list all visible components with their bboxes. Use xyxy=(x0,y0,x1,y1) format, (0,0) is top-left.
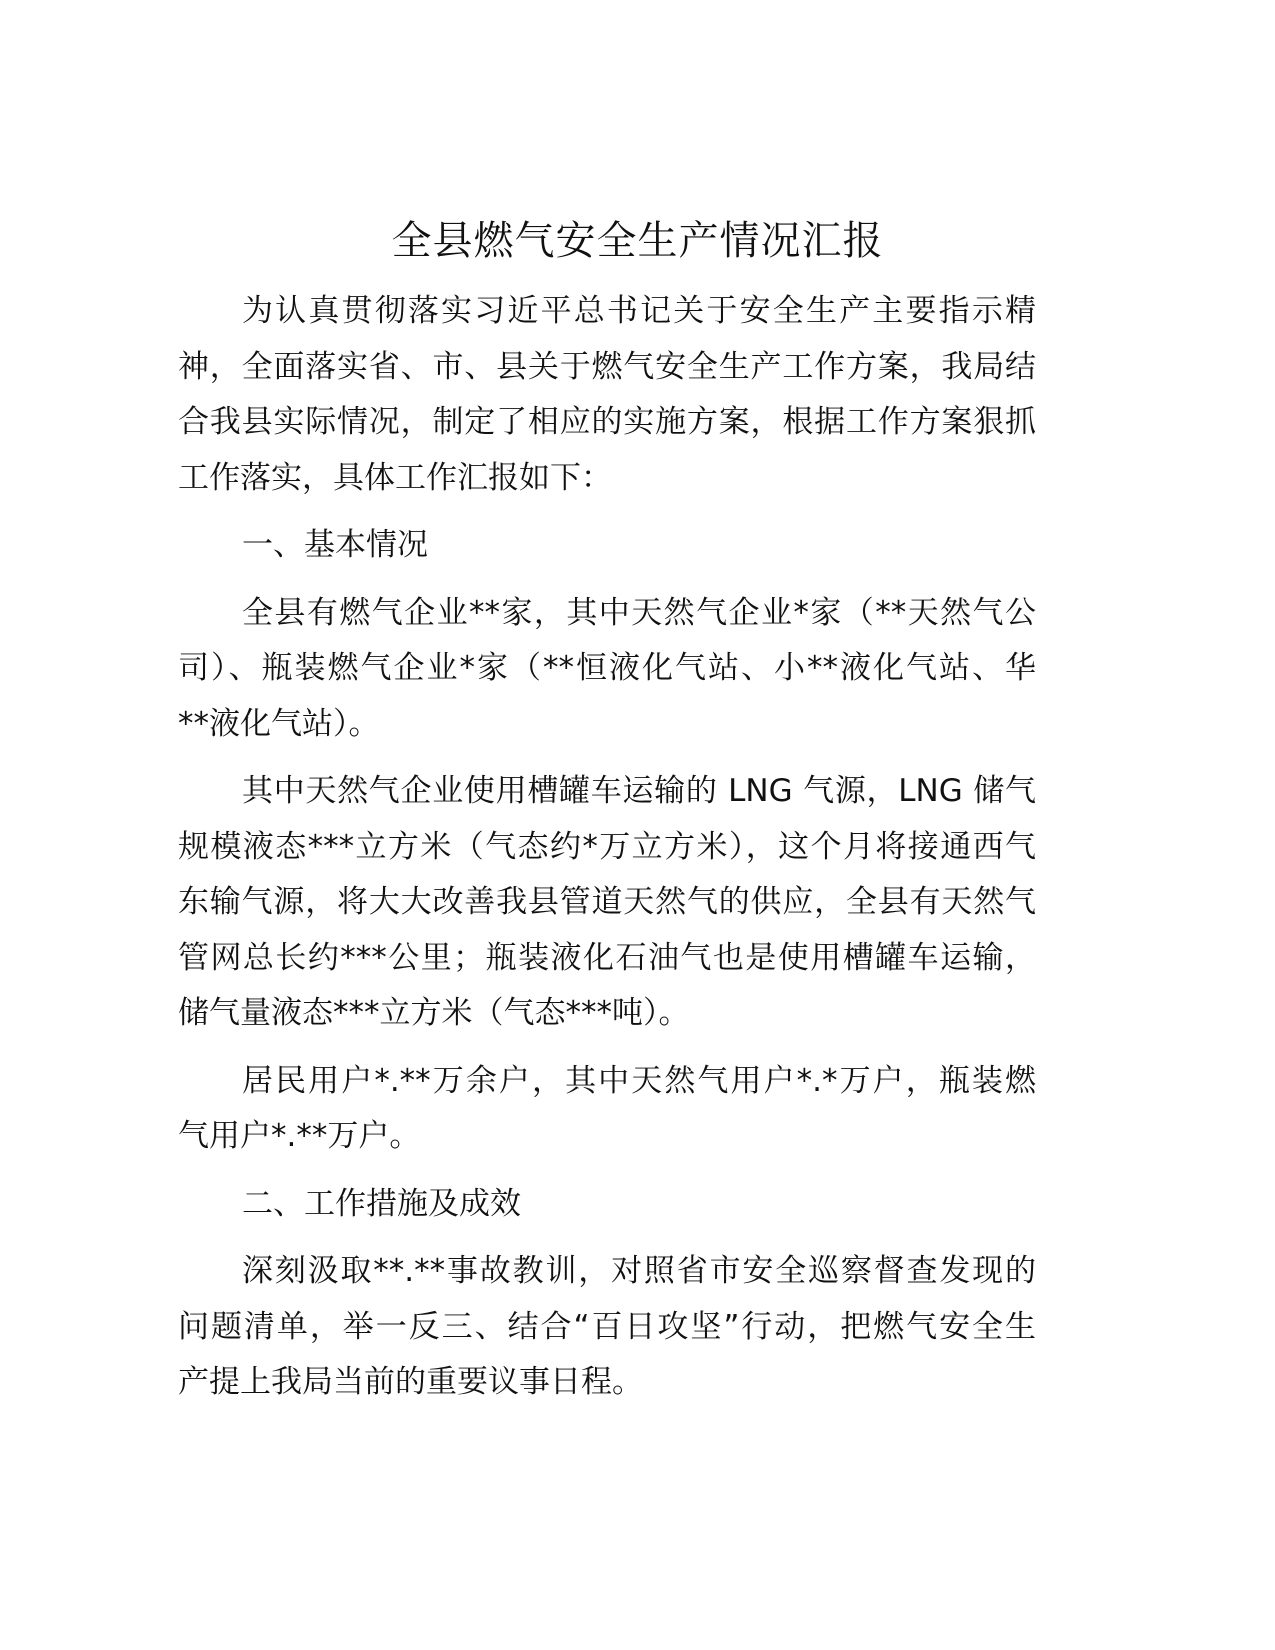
paragraph xyxy=(178,1177,1036,1233)
paragraph xyxy=(178,764,1036,1042)
document-title: 全县燃气安全生产情况汇报 xyxy=(391,218,884,264)
text-line: 神，全面落实省、市、县关于燃气安全生产工作方案，我局结 xyxy=(178,348,1036,385)
text-line: 深刻汲取**.**事故教训，对照省市安全巡察督查发现的 xyxy=(242,1253,1036,1289)
text-line: 为认真贯彻落实习近平总书记关于安全生产主要指示精 xyxy=(242,293,1036,329)
paragraph xyxy=(178,518,1036,574)
text-line: 二、工作措施及成效 xyxy=(242,1185,521,1222)
paragraph xyxy=(178,586,1036,753)
text-line: 储气量液态***立方米（气态***吨）。 xyxy=(178,995,690,1031)
text-line: 其中天然气企业使用槽罐车运输的 LNG 气源，LNG 储气 xyxy=(242,773,1036,809)
text-line: 东输气源，将大大改善我县管道天然气的供应，全县有天然气 xyxy=(178,884,1036,920)
document-body xyxy=(178,284,1036,1423)
text-line: 规模液态***立方米（气态约*万立方米），这个月将接通西气 xyxy=(178,828,1036,865)
paragraph xyxy=(178,284,1036,506)
text-line: 一、基本情况 xyxy=(242,527,428,563)
text-line: 合我县实际情况，制定了相应的实施方案，根据工作方案狠抓 xyxy=(178,404,1036,440)
text-line: 管网总长约***公里；瓶装液化石油气也是使用槽罐车运输， xyxy=(178,939,1036,976)
text-line: 司）、瓶装燃气企业*家（**恒液化气站、小**液化气站、华 xyxy=(178,650,1036,686)
text-line: **液化气站）。 xyxy=(178,705,380,742)
text-line: 工作落实，具体工作汇报如下： xyxy=(178,459,612,496)
text-line: 全县有燃气企业**家，其中天然气企业*家（**天然气公 xyxy=(242,594,1036,631)
paragraph xyxy=(178,1054,1036,1165)
paragraph xyxy=(178,1244,1036,1411)
text-line: 问题清单，举一反三、结合“百日攻坚”行动，把燃气安全生 xyxy=(178,1308,1036,1345)
text-line: 气用户*.**万户。 xyxy=(178,1118,421,1154)
text-line: 居民用户*.**万余户，其中天然气用户*.*万户，瓶装燃 xyxy=(242,1062,1036,1099)
text-line: 产提上我局当前的重要议事日程。 xyxy=(178,1364,643,1400)
